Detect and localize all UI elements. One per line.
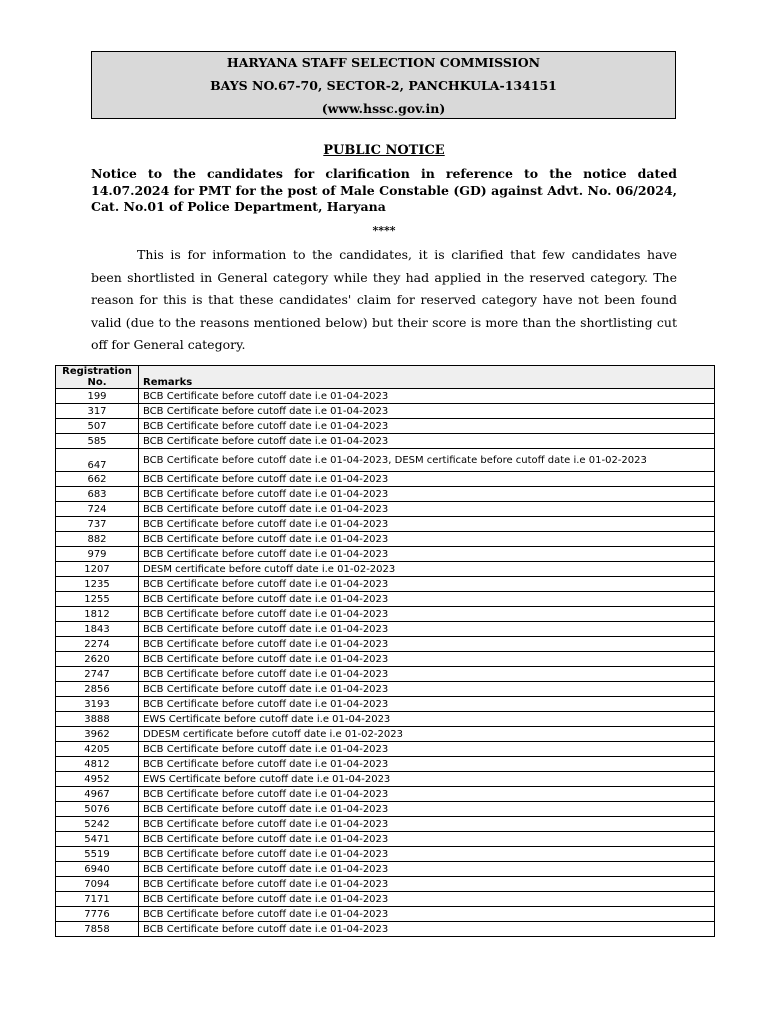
notice-body: This is for information to the candidates, it is clarified that few candidates have been shortlisted in General category while they had applied in the reserved category. The reason for this is that these candidates' claim for reserved category have not been found valid (due to the reasons mentioned below) but their score is more than the shortlisting cut off for General category. [91,247,677,352]
remark: BCB Certificate before cutoff date i.e 01-04-2023 [139,592,715,607]
remark: EWS Certificate before cutoff date i.e 01-04-2023 [139,712,715,727]
table-row [56,682,715,697]
registration-number: 1207 [56,562,139,577]
table-row [56,892,715,907]
remark: BCB Certificate before cutoff date i.e 01-04-2023 [139,622,715,637]
registration-table [55,365,715,937]
column-header-remarks: Remarks [139,366,715,389]
header-line-2: BAYS NO.67-70, SECTOR-2, PANCHKULA-134151 [210,78,557,93]
remark: BCB Certificate before cutoff date i.e 01-04-2023 [139,577,715,592]
remark: BCB Certificate before cutoff date i.e 01-04-2023 [139,667,715,682]
remark: BCB Certificate before cutoff date i.e 01-04-2023, DESM certificate before cutoff date i.e 01-02-2023 [139,449,715,472]
registration-number: 4952 [56,772,139,787]
remark: BCB Certificate before cutoff date i.e 01-04-2023 [139,802,715,817]
table-header-row [56,366,715,389]
remark: BCB Certificate before cutoff date i.e 01-04-2023 [139,682,715,697]
registration-number: 1812 [56,607,139,622]
table-row [56,907,715,922]
registration-number: 5471 [56,832,139,847]
remark: BCB Certificate before cutoff date i.e 01-04-2023 [139,877,715,892]
registration-number: 1235 [56,577,139,592]
table-row [56,922,715,937]
registration-number: 5519 [56,847,139,862]
remark: BCB Certificate before cutoff date i.e 01-04-2023 [139,419,715,434]
header-line-1: HARYANA STAFF SELECTION COMMISSION [226,55,541,70]
table-row [56,787,715,802]
remark: BCB Certificate before cutoff date i.e 01-04-2023 [139,389,715,404]
table-row [56,592,715,607]
registration-number: 3962 [56,727,139,742]
registration-number: 662 [56,472,139,487]
registration-number: 979 [56,547,139,562]
registration-number: 6940 [56,862,139,877]
remark: BCB Certificate before cutoff date i.e 01-04-2023 [139,472,715,487]
registration-number: 4967 [56,787,139,802]
registration-number: 4205 [56,742,139,757]
table-row [56,847,715,862]
registration-number: 1843 [56,622,139,637]
registration-number: 585 [56,434,139,449]
table-row [56,697,715,712]
remark: BCB Certificate before cutoff date i.e 01-04-2023 [139,637,715,652]
table-row [56,772,715,787]
table-row [56,757,715,772]
remark: DESM certificate before cutoff date i.e 01-02-2023 [139,562,715,577]
remark: BCB Certificate before cutoff date i.e 01-04-2023 [139,607,715,622]
remark: BCB Certificate before cutoff date i.e 01-04-2023 [139,817,715,832]
table-row [56,862,715,877]
table-row [56,434,715,449]
remark: BCB Certificate before cutoff date i.e 01-04-2023 [139,404,715,419]
registration-number: 647 [56,449,139,472]
table-row [56,652,715,667]
separator-stars: **** [372,224,396,237]
remark: BCB Certificate before cutoff date i.e 01-04-2023 [139,434,715,449]
remark: BCB Certificate before cutoff date i.e 01-04-2023 [139,787,715,802]
registration-number: 317 [56,404,139,419]
remark: BCB Certificate before cutoff date i.e 01-04-2023 [139,922,715,937]
registration-number: 7094 [56,877,139,892]
remark: BCB Certificate before cutoff date i.e 01-04-2023 [139,652,715,667]
remark: BCB Certificate before cutoff date i.e 01-04-2023 [139,862,715,877]
registration-number: 7776 [56,907,139,922]
registration-number: 4812 [56,757,139,772]
header-box [91,51,676,119]
registration-number: 1255 [56,592,139,607]
registration-number: 507 [56,419,139,434]
registration-number: 724 [56,502,139,517]
registration-number: 5076 [56,802,139,817]
table-row [56,667,715,682]
notice-subject: Notice to the candidates for clarification in reference to the notice dated 14.07.2024 for PMT for the post of Male Constable (GD) against Advt. No. 06/2024, Cat. No.01 of Police Department, Haryana [91,166,677,214]
table-row [56,487,715,502]
registration-number: 3888 [56,712,139,727]
table-row [56,637,715,652]
registration-number: 7858 [56,922,139,937]
table-row [56,517,715,532]
registration-number: 2274 [56,637,139,652]
table-row [56,712,715,727]
remark: BCB Certificate before cutoff date i.e 01-04-2023 [139,502,715,517]
remark: BCB Certificate before cutoff date i.e 01-04-2023 [139,517,715,532]
remark: DDESM certificate before cutoff date i.e 01-02-2023 [139,727,715,742]
remark: BCB Certificate before cutoff date i.e 01-04-2023 [139,532,715,547]
table-row [56,449,715,472]
registration-number: 3193 [56,697,139,712]
table-row [56,389,715,404]
table-body [56,389,715,937]
table-row [56,742,715,757]
remark: BCB Certificate before cutoff date i.e 01-04-2023 [139,832,715,847]
registration-number: 5242 [56,817,139,832]
table-row [56,802,715,817]
remark: BCB Certificate before cutoff date i.e 01-04-2023 [139,757,715,772]
table-row [56,727,715,742]
remark: BCB Certificate before cutoff date i.e 01-04-2023 [139,892,715,907]
table-row [56,622,715,637]
table-row [56,832,715,847]
remark: BCB Certificate before cutoff date i.e 01-04-2023 [139,742,715,757]
table-row [56,607,715,622]
registration-number: 2620 [56,652,139,667]
remark: BCB Certificate before cutoff date i.e 01-04-2023 [139,847,715,862]
registration-number: 2747 [56,667,139,682]
registration-number: 2856 [56,682,139,697]
registration-number: 199 [56,389,139,404]
remark: BCB Certificate before cutoff date i.e 01-04-2023 [139,697,715,712]
table-row [56,547,715,562]
remark: EWS Certificate before cutoff date i.e 01-04-2023 [139,772,715,787]
remark: BCB Certificate before cutoff date i.e 01-04-2023 [139,907,715,922]
table-row [56,562,715,577]
table-row [56,502,715,517]
registration-number: 683 [56,487,139,502]
table-row [56,472,715,487]
page-title: PUBLIC NOTICE [323,143,445,158]
table-row [56,877,715,892]
header-line-3: (www.hssc.gov.in) [321,101,446,116]
table-row [56,532,715,547]
registration-number: 737 [56,517,139,532]
table-row [56,817,715,832]
column-header-registration: Registration No. [56,366,139,389]
remark: BCB Certificate before cutoff date i.e 01-04-2023 [139,487,715,502]
table-row [56,404,715,419]
registration-number: 882 [56,532,139,547]
remark: BCB Certificate before cutoff date i.e 01-04-2023 [139,547,715,562]
table-row [56,419,715,434]
table-row [56,577,715,592]
registration-number: 7171 [56,892,139,907]
